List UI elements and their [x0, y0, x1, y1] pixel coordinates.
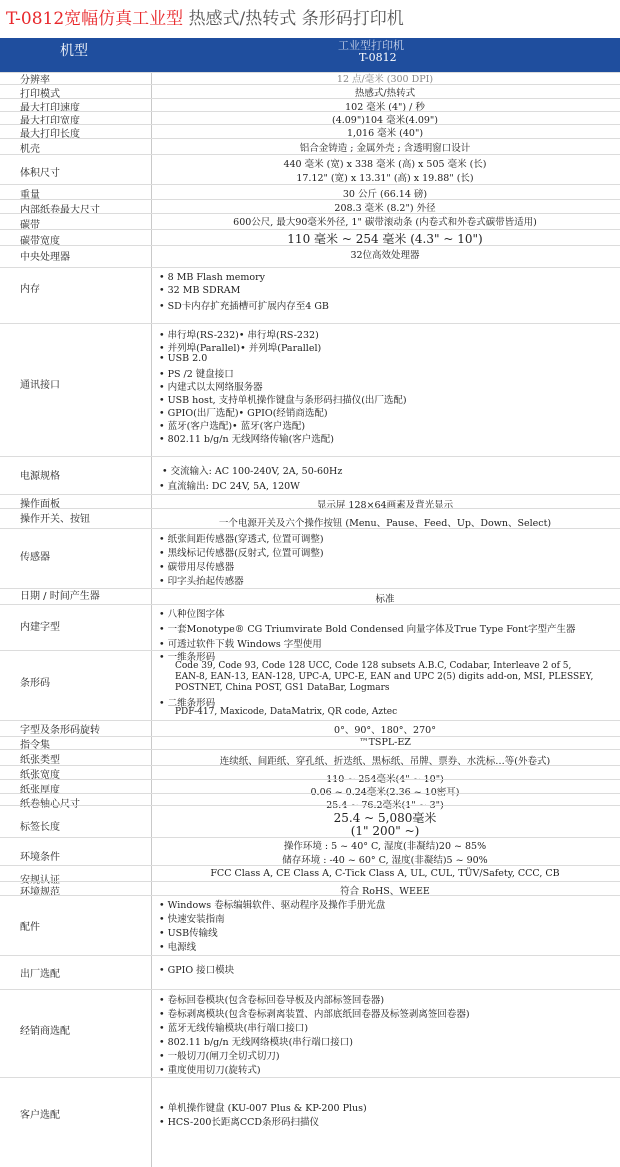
spec-item: • USB host, 支持单机操作键盘与条形码扫描仪(出厂选配) [159, 392, 407, 406]
spec-label: 内部纸卷最大尺寸 [20, 205, 100, 216]
spec-item: • HCS-200长距离CCD条形码扫描仪 [159, 1114, 319, 1128]
spec-label: 碳带 [20, 220, 40, 231]
spec-value: (4.09")104 毫米(4.09") [331, 115, 439, 126]
spec-value: 25.4 ~ 76.2毫米(1" ~ 3") [326, 800, 444, 811]
spec-item: • USB 2.0 [159, 353, 207, 364]
spec-label: 通讯接口 [20, 380, 60, 391]
spec-value: 储存环境 : -40 ~ 60° C, 湿度(非凝结)5 ~ 90% [282, 855, 488, 866]
spec-value: 铝合金铸造 ; 金属外壳 ; 含透明窗口设计 [299, 143, 471, 154]
spec-label: 重量 [20, 190, 40, 201]
spec-label: 纸卷轴心尺寸 [20, 799, 80, 810]
spec-item: • 8 MB Flash memory [159, 272, 265, 283]
spec-item: • 重度使用切刀(旋转式) [159, 1062, 261, 1076]
page-title [6, 4, 404, 32]
spec-label: 环境规范 [20, 887, 60, 898]
spec-value: 标准 [375, 594, 395, 605]
spec-row-eco [0, 881, 620, 898]
spec-label: 出厂选配 [20, 969, 60, 980]
spec-row-ribbon [0, 213, 620, 229]
spec-row-weight [0, 184, 620, 199]
spec-row-width [0, 111, 620, 127]
spec-value: 110 ~ 254毫米(4" ~ 10") [326, 774, 444, 785]
spec-item: POSTNET, China POST, GS1 DataBar, Logmars [175, 683, 390, 693]
spec-item: EAN-8, EAN-13, EAN-128, UPC-A, UPC-E, EAN and UPC 2(5) digits add-on, MSI, PLESSEY, [175, 672, 594, 682]
spec-item: • 一套Monotype® CG Triumvirate Bold Condensed 向量字体及True Type Font字型产生器 [159, 621, 575, 635]
spec-item: • 直流输出: DC 24V, 5A, 120W [159, 478, 300, 492]
spec-value: 110 毫米 ~ 254 毫米 (4.3" ~ 10") [287, 232, 483, 246]
spec-item: • 碳带用尽传感器 [159, 559, 234, 573]
spec-value: 32位高效处理器 [350, 250, 420, 261]
spec-label: 日期 / 时间产生器 [20, 591, 100, 602]
spec-item: • 蓝牙无线传输模块(串行端口接口) [159, 1020, 308, 1034]
spec-value: 25.4 ~ 5,080毫米 [333, 811, 437, 825]
spec-value: 1,016 毫米 (40") [346, 128, 424, 139]
spec-label: 打印模式 [20, 89, 60, 100]
spec-item: Code 39, Code 93, Code 128 UCC, Code 128 subsets A.B.C, Codabar, Interleave 2 of 5, [175, 661, 572, 671]
spec-label: 纸张宽度 [20, 770, 60, 781]
spec-item: • 可透过软件下载 Windows 字型使用 [159, 636, 322, 650]
spec-label: 机壳 [20, 144, 40, 155]
spec-row-label-length [0, 805, 620, 837]
spec-item: • GPIO 接口模块 [159, 962, 234, 976]
spec-item: • 内建式以太网络服务器 [159, 379, 263, 393]
spec-label: 操作开关、按钮 [20, 514, 90, 525]
spec-label: 环境条件 [20, 852, 60, 863]
spec-label: 碳带宽度 [20, 236, 60, 247]
spec-row-fonts [0, 604, 620, 650]
spec-label: 中央处理器 [20, 252, 70, 263]
spec-value: 符合 RoHS、WEEE [340, 886, 430, 897]
spec-row-resolution [0, 72, 620, 84]
spec-value: 30 公斤 (66.14 磅) [342, 189, 428, 200]
spec-label: 分辨率 [20, 75, 50, 86]
spec-item: • 印字头抬起传感器 [159, 573, 244, 587]
spec-item: • 32 MB SDRAM [159, 285, 240, 296]
spec-value: 600公尺, 最大90毫米外径, 1" 碳带滚动条 (内卷式和外卷式碳带皆适用) [233, 217, 537, 228]
spec-row-roll [0, 199, 620, 216]
spec-value: 17.12" (宽) x 13.31" (高) x 19.88" (长) [296, 173, 474, 184]
spec-row-panel [0, 494, 620, 511]
spec-value: ™TSPL-EZ [359, 737, 411, 748]
spec-label: 操作面板 [20, 499, 60, 510]
spec-label: 最大打印长度 [20, 129, 80, 140]
spec-item: • 卷标剥离模块(包含卷标剥离装置、内部底纸回卷器及标签剥离签回卷器) [159, 1006, 470, 1020]
spec-label: 纸张类型 [20, 755, 60, 766]
spec-label: 电源规格 [20, 471, 60, 482]
spec-row-comm [0, 323, 620, 456]
spec-row-memory [0, 267, 620, 323]
spec-label: 标签长度 [20, 822, 60, 833]
spec-value: 热感式/热转式 [354, 88, 416, 99]
spec-value: FCC Class A, CE Class A, C-Tick Class A, UL, CUL, TÜV/Safety, CCC, CB [210, 868, 560, 879]
spec-label: 内存 [20, 284, 40, 295]
spec-row-dealer [0, 989, 620, 1077]
spec-label: 安规认证 [20, 875, 60, 886]
header-category: 工业型打印机 [338, 39, 404, 52]
spec-label: 纸张厚度 [20, 785, 60, 796]
spec-row-factory [0, 955, 620, 989]
spec-item: • USB传输线 [159, 925, 218, 939]
spec-item: PDF-417, Maxicode, DataMatrix, QR code, Aztec [175, 707, 398, 717]
spec-item: • 交流输入: AC 100-240V, 2A, 50-60Hz [162, 463, 342, 477]
spec-row-clock [0, 588, 620, 604]
spec-value: 208.3 毫米 (8.2") 外径 [334, 203, 436, 214]
spec-value: 102 毫米 (4") / 秒 [345, 102, 425, 113]
spec-label: 指令集 [20, 740, 50, 751]
spec-item: • 电源线 [159, 939, 196, 953]
spec-row-buttons [0, 508, 620, 528]
spec-item: • GPIO(出厂选配)• GPIO(经销商选配) [159, 405, 328, 419]
spec-value: 显示屏 128×64画素及背光显示 [316, 500, 454, 511]
spec-row-environment [0, 837, 620, 865]
spec-item: • PS /2 键盘接口 [159, 366, 234, 380]
spec-label: 最大打印速度 [20, 103, 80, 114]
spec-row-case [0, 138, 620, 154]
spec-value: 12 点/毫米 (300 DPI) [336, 74, 434, 85]
spec-row-rotation [0, 720, 620, 736]
title-type: 热感式/热转式 条形码打印机 [188, 9, 404, 29]
spec-label: 体积尺寸 [20, 168, 60, 179]
spec-row-cmd [0, 736, 620, 749]
spec-item: • 一维条形码 [159, 649, 215, 663]
header-bar [0, 38, 620, 72]
spec-item: • 串行埠(RS-232)• 串行埠(RS-232) [159, 327, 319, 341]
spec-row-power [0, 456, 620, 494]
spec-row-paper [0, 749, 620, 765]
spec-value: 连续纸、间距纸、穿孔纸、折迭纸、黑标纸、吊牌、票券、水洗标…等(外卷式) [219, 756, 551, 767]
spec-row-accessories [0, 895, 620, 955]
spec-row-paper-width [0, 765, 620, 785]
spec-label: 经销商选配 [20, 1026, 70, 1037]
spec-label: 传感器 [20, 552, 50, 563]
spec-row-mode [0, 84, 620, 98]
spec-row-customer [0, 1077, 620, 1167]
spec-value: 440 毫米 (宽) x 338 毫米 (高) x 505 毫米 (长) [283, 159, 487, 170]
spec-label: 字型及条形码旋转 [20, 725, 100, 736]
spec-row-core [0, 793, 620, 811]
spec-item: • 黑线标记传感器(反射式, 位置可调整) [159, 545, 324, 559]
header-label: 机型 [60, 43, 88, 59]
spec-row-ribbon-width [0, 229, 620, 245]
spec-row-size [0, 154, 620, 184]
spec-row-cpu [0, 245, 620, 267]
header-model: T-0812 [359, 51, 397, 64]
spec-item: • 快速安装指南 [159, 911, 225, 925]
spec-item: • 802.11 b/g/n 无线网络模块(串行端口接口) [159, 1034, 353, 1048]
spec-label: 最大打印宽度 [20, 116, 80, 127]
spec-item: • 蓝牙(客户选配)• 蓝牙(客户选配) [159, 418, 305, 432]
spec-label: 配件 [20, 922, 40, 933]
title-model: T-0812宽幅仿真工业型 [6, 9, 184, 29]
spec-label: 内建字型 [20, 622, 60, 633]
spec-row-thickness [0, 779, 620, 798]
spec-value: (1" 200" ~) [350, 824, 420, 838]
spec-item: • 一般切刀(闸刀全切式切刀) [159, 1048, 280, 1062]
spec-item: • 二维条形码 [159, 695, 215, 709]
spec-value: 操作环境 : 5 ~ 40° C, 湿度(非凝结)20 ~ 85% [283, 841, 487, 852]
spec-row-barcode [0, 650, 620, 720]
spec-item: • 并列埠(Parallel)• 并列埠(Parallel) [159, 340, 321, 354]
spec-row-safety [0, 865, 620, 886]
spec-item: • 802.11 b/g/n 无线网络传输(客户选配) [159, 431, 334, 445]
spec-item: • SD卡内存扩充插槽可扩展内存至4 GB [159, 298, 329, 312]
spec-row-speed [0, 98, 620, 114]
spec-item: • 卷标回卷模块(包含卷标回卷导板及内部标签回卷器) [159, 992, 384, 1006]
spec-item: • Windows 卷标编辑软件、驱动程序及操作手册光盘 [159, 897, 385, 911]
spec-value: 0.06 ~ 0.24毫米(2.36 ~ 10密耳) [310, 787, 460, 798]
spec-item: • 单机操作键盘 (KU-007 Plus & KP-200 Plus) [159, 1100, 367, 1114]
spec-label: 条形码 [20, 678, 50, 689]
spec-row-length [0, 124, 620, 138]
spec-item: • 纸张间距传感器(穿透式, 位置可调整) [159, 531, 324, 545]
spec-value: 一个电源开关及六个操作按钮 (Menu、Pause、Feed、Up、Down、Select) [218, 518, 552, 529]
spec-row-sensor [0, 528, 620, 588]
spec-value: 0°、90°、180°、270° [334, 725, 436, 736]
spec-label: 客户选配 [20, 1110, 60, 1121]
spec-item: • 八种位图字体 [159, 606, 225, 620]
